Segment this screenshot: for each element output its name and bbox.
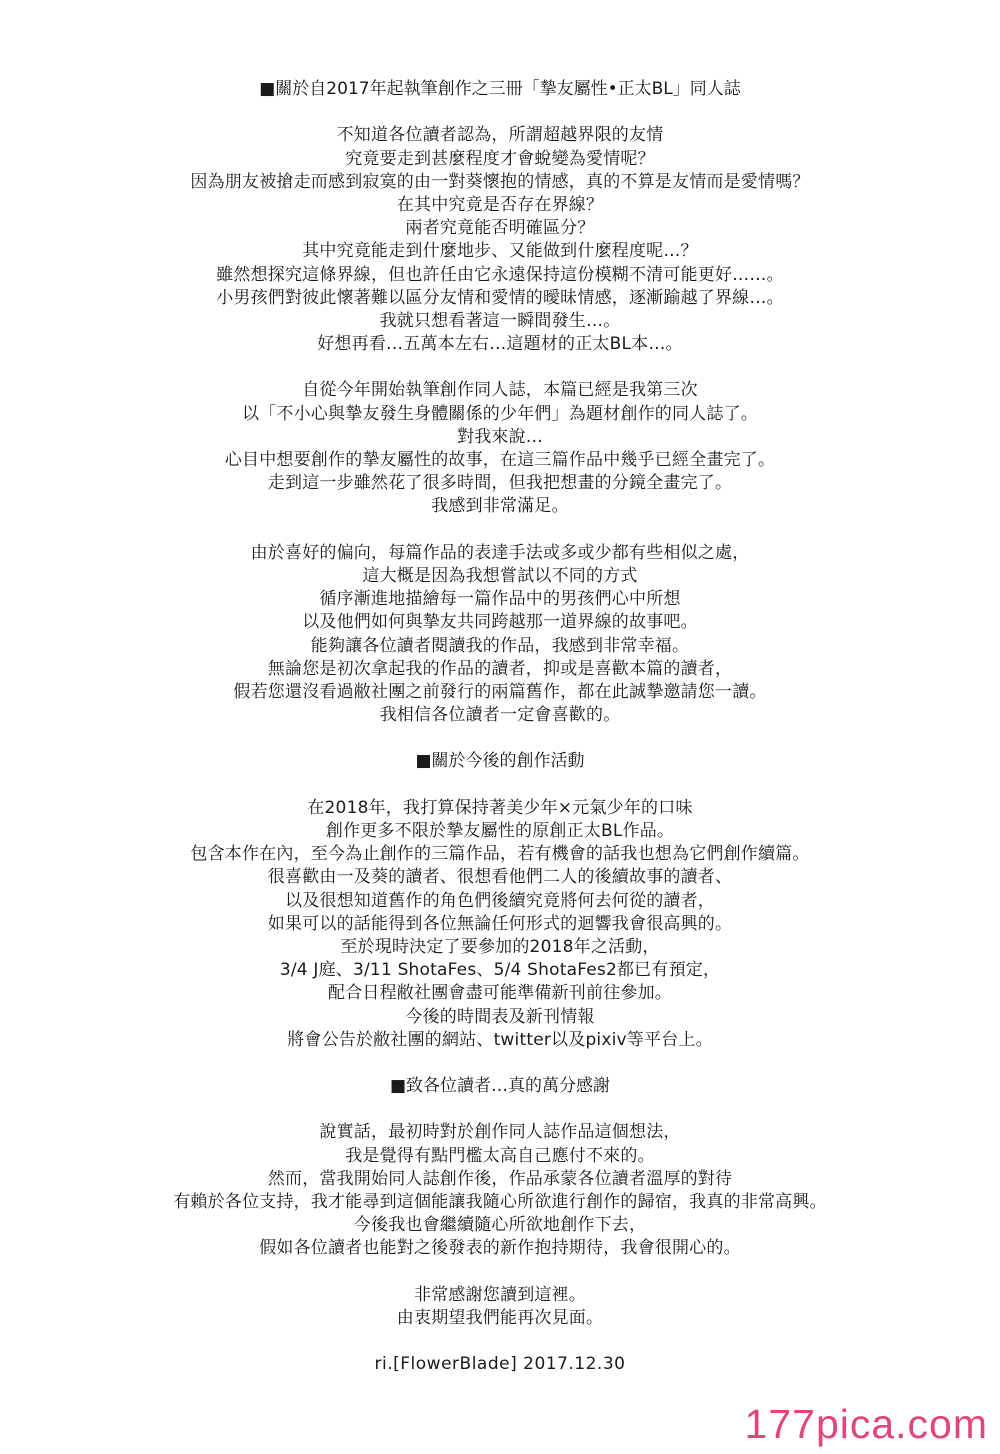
spacer: [0, 774, 1000, 797]
text-line: 然而，當我開始同人誌創作後，作品承蒙各位讀者溫厚的對待: [267, 1168, 733, 1189]
section-3: [0, 1052, 1000, 1330]
text-line: 今後的時間表及新刊情報: [405, 1006, 595, 1027]
text-line: 我是覺得有點門檻太高自己應付不來的。: [345, 1145, 655, 1166]
text-line: 這大概是因為我想嘗試以不同的方式: [362, 565, 638, 586]
text-line: 走到這一步雖然花了很多時間，但我把想畫的分鏡全畫完了。: [267, 473, 733, 494]
spacer: [0, 1052, 1000, 1075]
text-line: 如果可以的話能得到各位無論任何形式的迴響我會很高興的。: [267, 913, 733, 934]
text-line: 在2018年，我打算保持著美少年×元氣少年的口味: [307, 797, 693, 818]
text-line: 以及他們如何與摯友共同跨越那一道界線的故事吧。: [302, 612, 698, 633]
text-line: 循序漸進地描繪每一篇作品中的男孩們心中所想: [319, 589, 681, 610]
text-line: 非常感謝您讀到這裡。: [414, 1284, 586, 1305]
text-line: 很喜歡由一及葵的讀者、很想看他們二人的後續故事的讀者、: [267, 867, 733, 888]
paragraph: [0, 1121, 1000, 1260]
paragraph: [0, 1284, 1000, 1330]
afterword-document: [0, 78, 1000, 1377]
text-line: 我相信各位讀者一定會喜歡的。: [379, 705, 621, 726]
text-line: 究竟要走到甚麼程度才會蛻變為愛情呢？: [345, 148, 655, 169]
text-line: 假如各位讀者也能對之後發表的新作抱持期待，我會很開心的。: [259, 1238, 741, 1259]
text-line: 將會公告於敝社團的網站、twitter以及pixiv等平台上。: [287, 1029, 713, 1050]
text-line: 小男孩們對彼此懷著難以區分友情和愛情的曖昧情感，逐漸踰越了界線…。: [216, 287, 784, 308]
section-1: [0, 78, 1000, 727]
section-heading: ■關於今後的創作活動: [415, 751, 585, 772]
section-heading: ■致各位讀者…真的萬分感謝: [389, 1076, 611, 1097]
text-line: 因為朋友被搶走而感到寂寞的由一對葵懷抱的情感，真的不算是友情而是愛情嗎？: [190, 171, 810, 192]
text-line: 自從今年開始執筆創作同人誌，本篇已經是我第三次: [302, 380, 698, 401]
text-line: 心目中想要創作的摯友屬性的故事，在這三篇作品中幾乎已經全畫完了。: [224, 450, 776, 470]
text-line: 其中究竟能走到什麼地步、又能做到什麼程度呢…？: [302, 241, 698, 262]
section-heading: ■關於自2017年起執筆創作之三冊「摯友屬性•正太BL」同人誌: [259, 79, 741, 99]
afterword-sections: [0, 78, 1000, 1330]
text-line: 我就只想看著這一瞬間發生…。: [379, 310, 621, 331]
spacer: [0, 101, 1000, 124]
text-line: 說實話，最初時對於創作同人誌作品這個想法，: [319, 1122, 681, 1143]
text-line: 至於現時決定了要參加的2018年之活動，: [340, 936, 660, 957]
text-line: 包含本作在內，至今為止創作的三篇作品，若有機會的話我也想為它們創作續篇。: [190, 844, 810, 865]
text-line: 以「不小心與摯友發生身體關係的少年們」為題材創作的同人誌了。: [242, 403, 758, 424]
text-line: 由於喜好的偏向，每篇作品的表達手法或多或少都有些相似之處，: [250, 542, 750, 563]
text-line: 由衷期望我們能再次見面。: [396, 1307, 604, 1328]
text-line: 我感到非常滿足。: [431, 496, 569, 517]
text-line: 雖然想探究這條界線，但也許任由它永遠保持這份模糊不清可能更好……。: [216, 264, 784, 285]
text-line: 今後我也會繼續隨心所欲地創作下去，: [353, 1215, 647, 1236]
spacer: [0, 1261, 1000, 1284]
author-signature: ri.[FlowerBlade] 2017.12.30: [374, 1354, 626, 1375]
text-line: 能夠讓各位讀者閱讀我的作品，我感到非常幸福。: [310, 635, 690, 656]
text-line: 創作更多不限於摯友屬性的原創正太BL作品。: [325, 821, 675, 841]
spacer: [0, 1098, 1000, 1121]
text-line: 兩者究竟能否明確區分？: [405, 218, 595, 239]
section-2: [0, 727, 1000, 1052]
text-line: 3/4 J庭、3/11 ShotaFes、5/4 ShotaFes2都已有預定，: [279, 960, 721, 981]
text-line: 以及很想知道舊作的角色們後續究竟將何去何從的讀者，: [285, 890, 715, 911]
paragraph: [0, 379, 1000, 518]
spacer: [0, 356, 1000, 379]
paragraph: [0, 797, 1000, 1052]
text-line: 假若您還沒看過敝社團之前發行的兩篇舊作，都在此誠摯邀請您一讀。: [233, 681, 767, 702]
text-line: 配合日程敝社團會盡可能準備新刊前往參加。: [328, 983, 672, 1004]
paragraph: [0, 542, 1000, 728]
spacer: [0, 519, 1000, 542]
site-watermark: 177pica.com: [744, 1401, 988, 1447]
paragraph: [0, 124, 1000, 356]
text-line: 不知道各位讀者認為，所謂超越界限的友情: [336, 125, 664, 146]
spacer: [0, 1330, 1000, 1353]
spacer: [0, 727, 1000, 750]
text-line: 好想再看…五萬本左右…這題材的正太BL本…。: [317, 334, 683, 355]
text-line: 對我來說…: [457, 426, 543, 447]
text-line: 在其中究竟是否存在界線？: [396, 194, 604, 215]
text-line: 有賴於各位支持，我才能尋到這個能讓我隨心所欲進行創作的歸宿，我真的非常高興。: [173, 1192, 827, 1212]
text-line: 無論您是初次拿起我的作品的讀者，抑或是喜歡本篇的讀者，: [267, 658, 733, 679]
